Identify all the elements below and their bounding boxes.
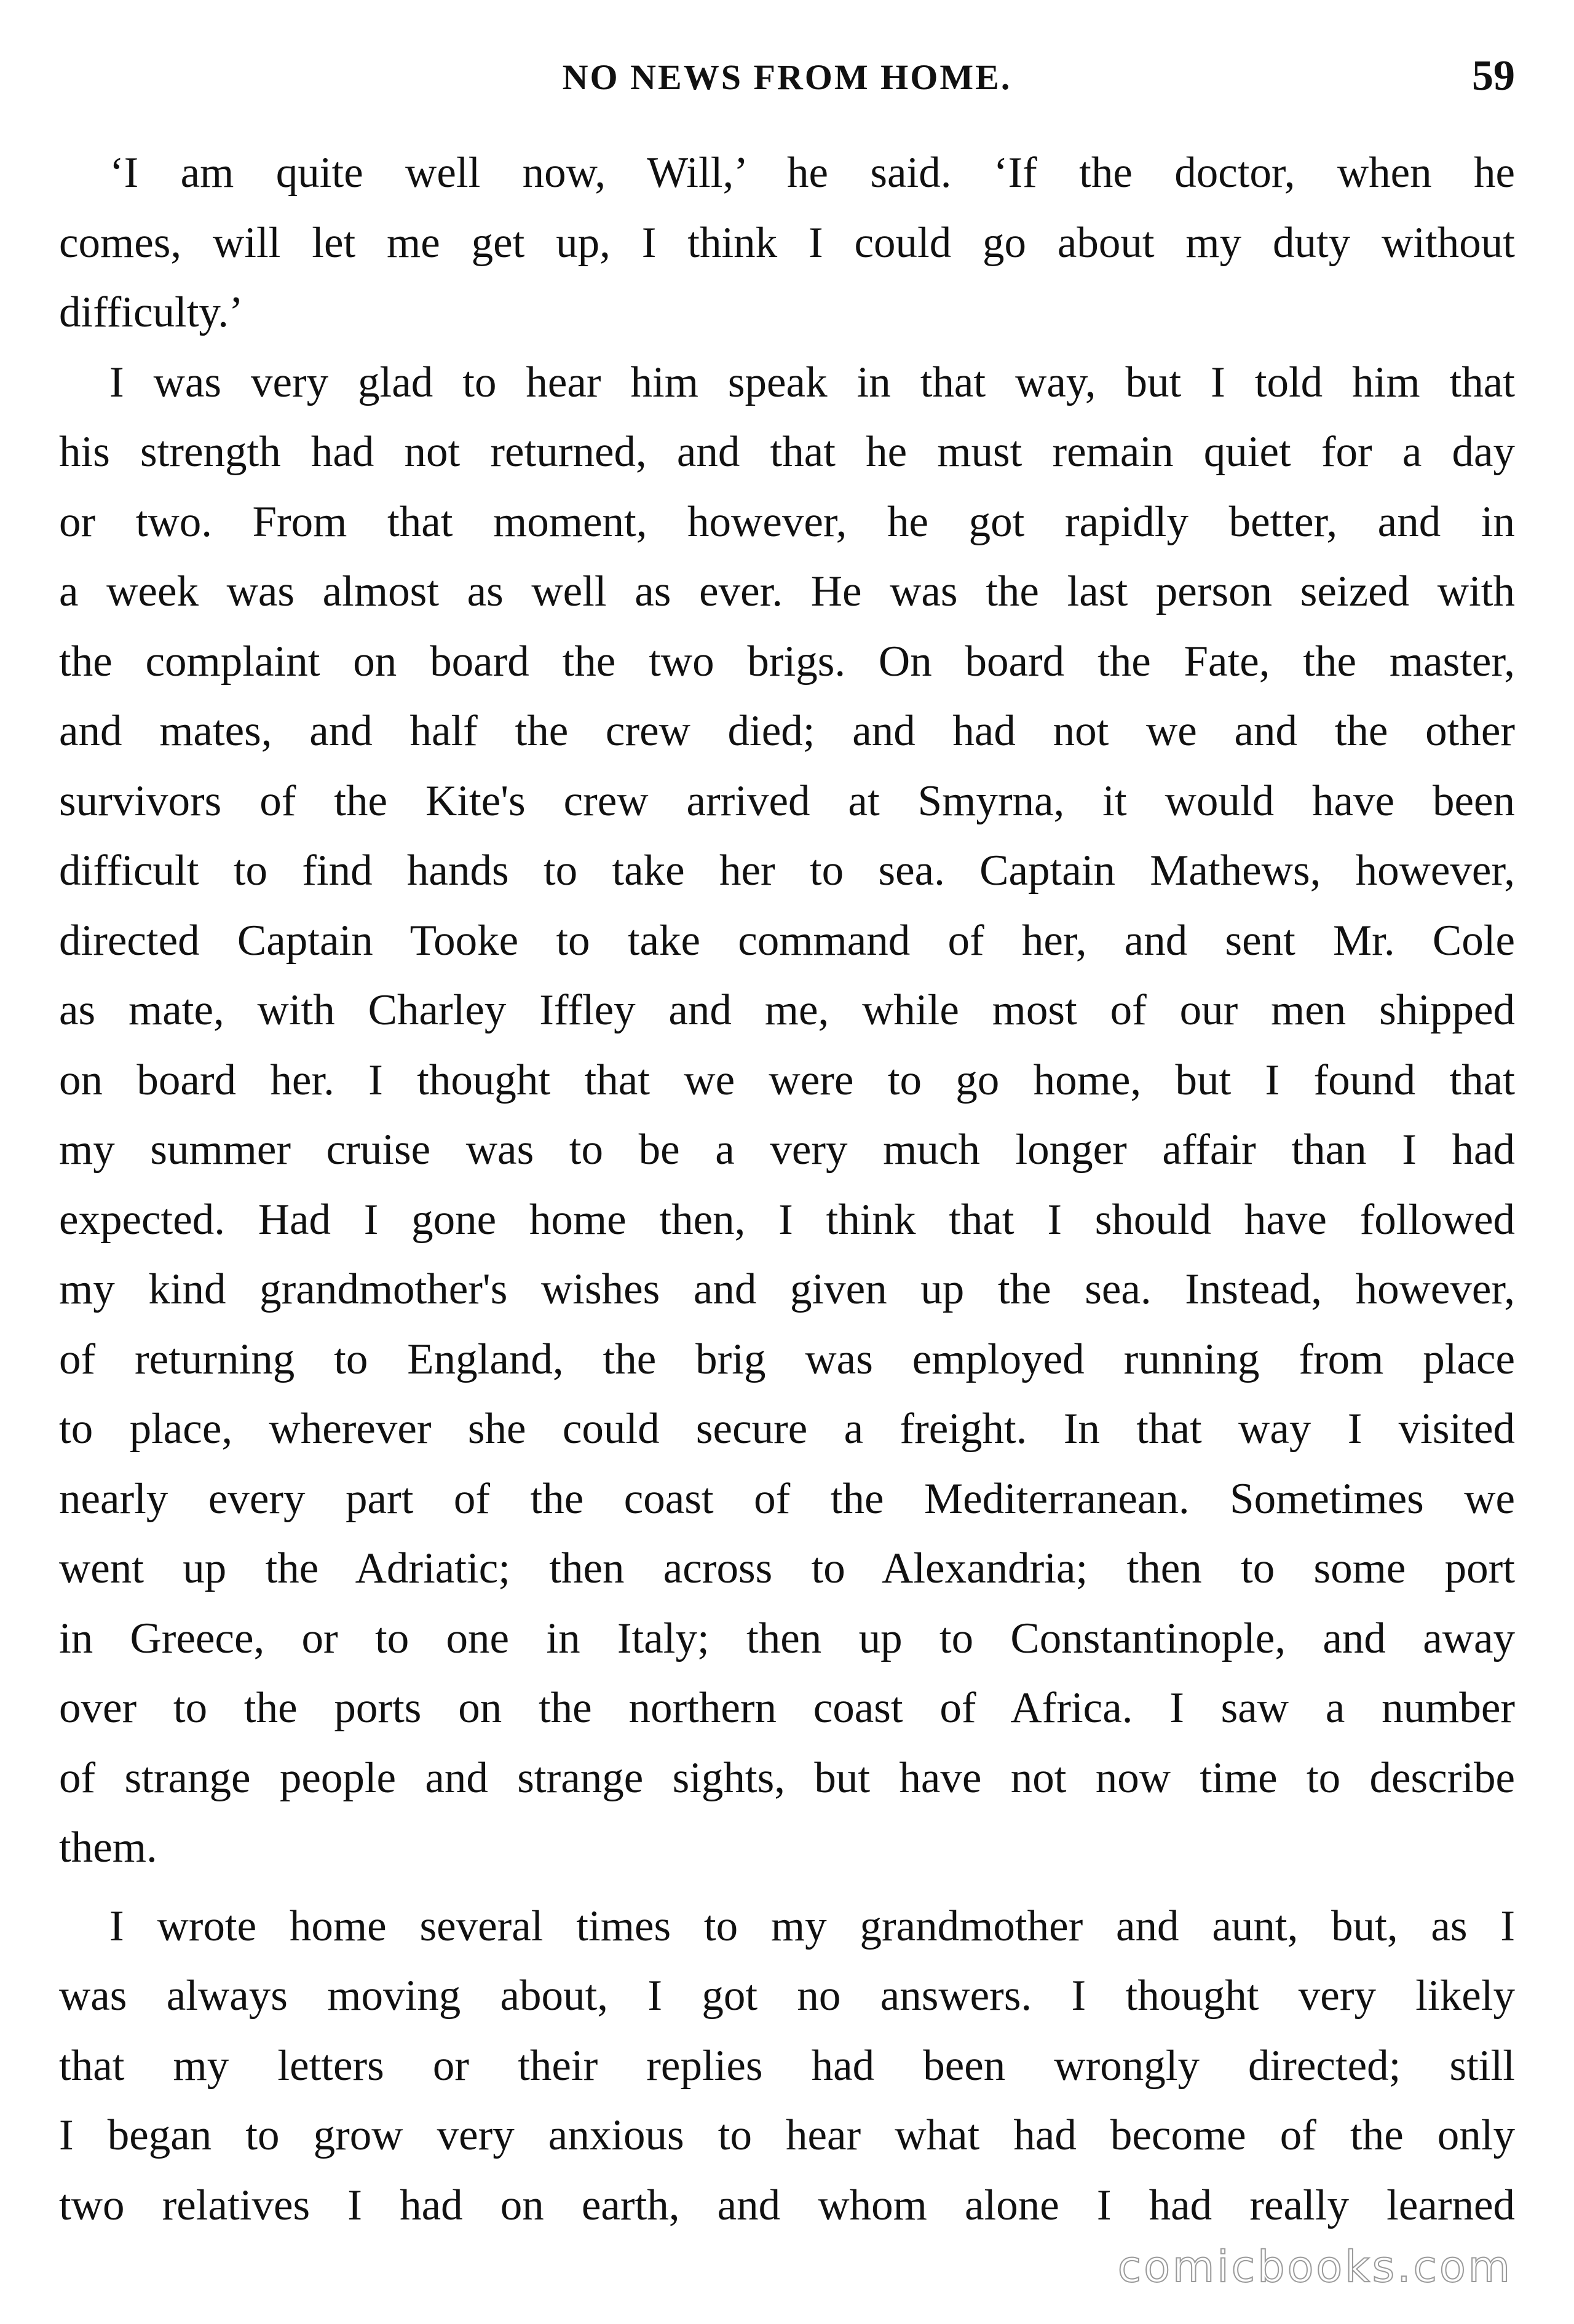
- text-line: that my letters or their replies had been wrongly directed; still: [59, 2041, 1515, 2090]
- text-line: expected. Had I gone home then, I think that I should have followed: [59, 1195, 1515, 1244]
- text-line: survivors of the Kite's crew arrived at Smyrna, it would have been: [59, 777, 1515, 825]
- text-line: of returning to England, the brig was employed running from place: [59, 1335, 1515, 1383]
- text-line: comes, will let me get up, I think I could go about my duty without: [59, 218, 1515, 267]
- text-line: difficult to find hands to take her to sea. Captain Mathews, however,: [59, 847, 1515, 895]
- page-number: 59: [1472, 52, 1515, 100]
- text-line: them.: [59, 1824, 157, 1871]
- text-line: two relatives I had on earth, and whom alone I had really learned: [59, 2181, 1515, 2229]
- text-line: I began to grow very anxious to hear what had become of the only: [59, 2111, 1515, 2159]
- text-line: my kind grandmother's wishes and given up the sea. Instead, however,: [59, 1265, 1515, 1313]
- text-line: his strength had not returned, and that he must remain quiet for a day: [59, 428, 1515, 476]
- text-line: and mates, and half the crew died; and had not we and the other: [59, 707, 1515, 755]
- paragraph: [59, 348, 1515, 1883]
- text-line: difficulty.’: [59, 288, 243, 336]
- text-line: a week was almost as well as ever. He was the last person seized with: [59, 567, 1515, 615]
- text-line: of strange people and strange sights, but have not now time to describe: [59, 1753, 1515, 1802]
- running-title: NO NEWS FROM HOME.: [562, 57, 1012, 97]
- text-line: nearly every part of the coast of the Mediterranean. Sometimes we: [59, 1474, 1515, 1523]
- text-line: I wrote home several times to my grandmother and aunt, but, as I: [109, 1902, 1515, 1950]
- text-line: my summer cruise was to be a very much longer affair than I had: [59, 1126, 1515, 1174]
- text-line: directed Captain Tooke to take command of her, and sent Mr. Cole: [59, 916, 1515, 965]
- text-line: on board her. I thought that we were to go home, but I found that: [59, 1056, 1515, 1104]
- text-line: ‘I am quite well now, Will,’ he said. ‘If the doctor, when he: [109, 149, 1515, 197]
- text-line: went up the Adriatic; then across to Alexandria; then to some port: [59, 1544, 1515, 1592]
- text-line: the complaint on board the two brigs. On board the Fate, the master,: [59, 637, 1515, 686]
- watermark: comicbooks.com: [1117, 2242, 1513, 2292]
- running-head: [59, 52, 1515, 118]
- text-line: was always moving about, I got no answers. I thought very likely: [59, 1972, 1515, 2020]
- text-line: or two. From that moment, however, he got rapidly better, and in: [59, 497, 1515, 546]
- paragraph: [59, 138, 1515, 348]
- text-line: in Greece, or to one in Italy; then up to Constantinople, and away: [59, 1614, 1515, 1662]
- body-text: [59, 138, 1515, 2240]
- text-line: over to the ports on the northern coast of Africa. I saw a number: [59, 1684, 1515, 1732]
- text-line: to place, wherever she could secure a freight. In that way I visited: [59, 1405, 1515, 1453]
- paragraph-gap: [59, 1883, 1515, 1892]
- text-line: as mate, with Charley Iffley and me, while most of our men shipped: [59, 986, 1515, 1034]
- paragraph: [59, 1892, 1515, 2241]
- text-line: I was very glad to hear him speak in that way, but I told him that: [109, 358, 1515, 406]
